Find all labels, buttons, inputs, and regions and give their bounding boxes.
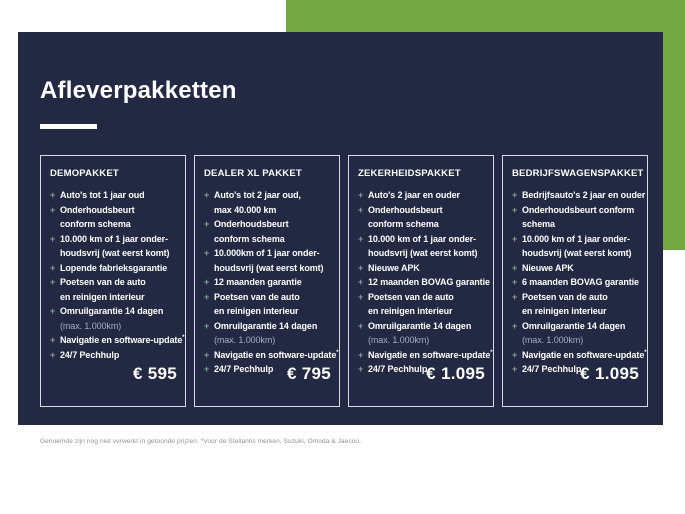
feature-line: (max. 1.000km) bbox=[60, 320, 122, 331]
feature-text bbox=[214, 275, 334, 290]
plus-icon: + bbox=[50, 262, 56, 273]
feature-item bbox=[204, 217, 334, 246]
plus-icon: + bbox=[358, 320, 364, 331]
feature-text bbox=[214, 246, 334, 275]
feature-item bbox=[358, 261, 488, 276]
plus-icon: + bbox=[204, 349, 210, 360]
package-card bbox=[40, 155, 186, 407]
feature-text bbox=[368, 232, 488, 261]
feature-line: en reinigen interieur bbox=[60, 291, 145, 302]
feature-line: Auto's tot 2 jaar oud, bbox=[214, 190, 301, 200]
feature-text bbox=[368, 188, 488, 203]
card-price: € 1.095 bbox=[426, 364, 485, 383]
feature-text bbox=[60, 304, 180, 333]
plus-icon: + bbox=[358, 364, 364, 374]
feature-item bbox=[358, 188, 488, 203]
feature-line: Poetsen van de auto bbox=[60, 277, 146, 287]
feature-item bbox=[50, 188, 180, 203]
feature-line: Onderhoudsbeurt bbox=[214, 219, 289, 229]
feature-line: 12 maanden BOVAG garantie bbox=[368, 277, 490, 287]
feature-item bbox=[512, 290, 642, 319]
plus-icon: + bbox=[512, 233, 518, 244]
feature-line: 10.000km of 1 jaar onder- bbox=[214, 248, 320, 258]
feature-line: (max. 1.000km) bbox=[214, 335, 276, 345]
cards-row bbox=[40, 155, 648, 407]
feature-item bbox=[50, 333, 185, 348]
feature-text bbox=[368, 275, 488, 290]
package-card bbox=[194, 155, 340, 407]
feature-line: Poetsen van de auto bbox=[522, 291, 608, 302]
card-price: € 795 bbox=[286, 364, 331, 383]
plus-icon: + bbox=[358, 190, 364, 200]
feature-line: 10.000 km of 1 jaar onder- bbox=[522, 233, 630, 244]
plus-icon: + bbox=[358, 277, 364, 287]
feature-line: Bedrijfsauto's 2 jaar en ouder bbox=[522, 190, 646, 200]
feature-item bbox=[204, 290, 334, 319]
feature-line: Poetsen van de auto bbox=[214, 291, 300, 302]
feature-item bbox=[358, 348, 493, 363]
feature-text bbox=[368, 319, 488, 348]
feature-item bbox=[512, 261, 642, 276]
feature-line: 24/7 Pechhulp bbox=[368, 364, 428, 374]
feature-line: 24/7 Pechhulp bbox=[522, 364, 582, 374]
feature-item bbox=[512, 188, 646, 203]
plus-icon: + bbox=[358, 262, 364, 273]
plus-icon: + bbox=[512, 277, 518, 287]
card-feature-list bbox=[512, 188, 647, 377]
card-title: BEDRIJFSWAGENSPAKKET bbox=[512, 168, 644, 179]
feature-line: 6 maanden BOVAG garantie bbox=[522, 277, 639, 287]
feature-line: Poetsen van de auto bbox=[368, 291, 454, 302]
feature-item bbox=[50, 275, 180, 304]
feature-line: Onderhoudsbeurt bbox=[60, 204, 135, 215]
feature-text bbox=[522, 232, 642, 261]
feature-item bbox=[50, 304, 180, 333]
plus-icon: + bbox=[204, 219, 210, 229]
feature-line: Omruilgarantie 14 dagen bbox=[60, 306, 164, 316]
feature-text bbox=[368, 348, 493, 363]
feature-line: houdsvrij (wat eerst komt) bbox=[60, 248, 170, 258]
feature-line: Onderhoudsbeurt bbox=[368, 204, 443, 215]
package-card bbox=[348, 155, 494, 407]
feature-line: Auto's tot 1 jaar oud bbox=[60, 190, 145, 200]
feature-item bbox=[50, 232, 180, 261]
feature-line: en reinigen interieur bbox=[368, 306, 453, 316]
plus-icon: + bbox=[50, 306, 56, 316]
card-feature-list bbox=[50, 188, 185, 362]
feature-text bbox=[522, 203, 642, 232]
feature-text bbox=[60, 333, 185, 348]
plus-icon: + bbox=[204, 291, 210, 302]
feature-line: max 40.000 km bbox=[214, 204, 277, 215]
feature-line: 10.000 km of 1 jaar onder- bbox=[368, 233, 476, 244]
feature-text bbox=[522, 319, 642, 348]
plus-icon: + bbox=[204, 277, 210, 287]
feature-item bbox=[50, 348, 180, 363]
feature-item bbox=[512, 319, 642, 348]
feature-text bbox=[522, 275, 642, 290]
feature-line: houdsvrij (wat eerst komt) bbox=[214, 262, 324, 273]
feature-text bbox=[60, 275, 180, 304]
feature-text bbox=[60, 261, 180, 276]
feature-text bbox=[368, 203, 488, 232]
feature-item bbox=[512, 348, 647, 363]
plus-icon: + bbox=[50, 349, 56, 360]
feature-item bbox=[512, 275, 642, 290]
feature-line: (max. 1.000km) bbox=[522, 335, 584, 345]
card-price: € 1.095 bbox=[580, 364, 639, 383]
feature-text bbox=[214, 348, 339, 363]
feature-line: 12 maanden garantie bbox=[214, 277, 302, 287]
feature-line: Auto's 2 jaar en ouder bbox=[368, 190, 460, 200]
card-title: ZEKERHEIDSPAKKET bbox=[358, 168, 461, 179]
plus-icon: + bbox=[512, 291, 518, 302]
feature-line: Navigatie en software-update* bbox=[214, 349, 339, 360]
feature-item bbox=[512, 203, 642, 232]
feature-line: Nieuwe APK bbox=[522, 262, 574, 273]
feature-item bbox=[204, 319, 334, 348]
plus-icon: + bbox=[204, 248, 210, 258]
feature-line: Navigatie en software-update* bbox=[368, 349, 493, 360]
feature-line: 10.000 km of 1 jaar onder- bbox=[60, 233, 168, 244]
feature-line: Lopende fabrieksgarantie bbox=[60, 262, 168, 273]
feature-line: Navigatie en software-update* bbox=[60, 335, 185, 345]
feature-line: conform schema bbox=[214, 233, 285, 244]
card-title: DEALER XL PAKKET bbox=[204, 168, 302, 179]
plus-icon: + bbox=[50, 233, 56, 244]
plus-icon: + bbox=[50, 190, 56, 200]
card-price: € 595 bbox=[132, 364, 177, 383]
feature-line: en reinigen interieur bbox=[214, 306, 299, 316]
card-feature-list bbox=[204, 188, 339, 377]
card-title: DEMOPAKKET bbox=[50, 168, 119, 179]
feature-line: Omruilgarantie 14 dagen bbox=[522, 320, 626, 331]
feature-text bbox=[368, 261, 488, 276]
feature-line: Navigatie en software-update* bbox=[522, 349, 647, 360]
feature-item bbox=[204, 246, 334, 275]
footnote: Genoemde zijn nog niet verwerkt in getoonde prijzen. *Voor de Stellantis merken, Suzuki, Omoda & Jaecoo. bbox=[40, 438, 362, 445]
feature-line: schema bbox=[522, 219, 555, 229]
plus-icon: + bbox=[50, 204, 56, 215]
feature-line: conform schema bbox=[368, 219, 439, 229]
feature-text bbox=[214, 217, 334, 246]
feature-item bbox=[358, 232, 488, 261]
plus-icon: + bbox=[358, 233, 364, 244]
plus-icon: + bbox=[358, 291, 364, 302]
feature-text bbox=[60, 232, 180, 261]
feature-line: Omruilgarantie 14 dagen bbox=[368, 320, 472, 331]
plus-icon: + bbox=[358, 349, 364, 360]
plus-icon: + bbox=[358, 204, 364, 215]
plus-icon: + bbox=[512, 320, 518, 331]
feature-line: Nieuwe APK bbox=[368, 262, 420, 273]
plus-icon: + bbox=[50, 335, 56, 345]
feature-text bbox=[60, 188, 180, 203]
feature-line: Onderhoudsbeurt conform bbox=[522, 204, 635, 215]
feature-text bbox=[214, 319, 334, 348]
content-panel bbox=[18, 32, 663, 425]
feature-item bbox=[50, 203, 180, 232]
feature-text bbox=[60, 348, 180, 363]
feature-text bbox=[522, 290, 642, 319]
package-card bbox=[502, 155, 648, 407]
plus-icon: + bbox=[512, 190, 518, 200]
plus-icon: + bbox=[50, 277, 56, 287]
feature-item bbox=[358, 319, 488, 348]
feature-text bbox=[522, 348, 647, 363]
feature-line: Omruilgarantie 14 dagen bbox=[214, 320, 318, 331]
feature-item bbox=[50, 261, 180, 276]
page-title: Afleverpakketten bbox=[40, 77, 237, 104]
plus-icon: + bbox=[204, 320, 210, 331]
plus-icon: + bbox=[512, 204, 518, 215]
feature-item bbox=[512, 232, 642, 261]
plus-icon: + bbox=[204, 190, 210, 200]
feature-line: houdsvrij (wat eerst komt) bbox=[368, 248, 478, 258]
feature-text bbox=[522, 188, 646, 203]
feature-text bbox=[214, 188, 334, 217]
feature-line: (max. 1.000km) bbox=[368, 335, 430, 345]
feature-text bbox=[60, 203, 180, 232]
feature-item bbox=[204, 275, 334, 290]
feature-line: conform schema bbox=[60, 219, 131, 229]
feature-text bbox=[368, 290, 488, 319]
plus-icon: + bbox=[204, 364, 210, 374]
feature-text bbox=[214, 290, 334, 319]
feature-item bbox=[358, 290, 488, 319]
feature-line: 24/7 Pechhulp bbox=[214, 364, 274, 374]
title-underline bbox=[40, 124, 97, 129]
plus-icon: + bbox=[512, 349, 518, 360]
feature-item bbox=[358, 275, 488, 290]
feature-item bbox=[358, 203, 488, 232]
feature-line: houdsvrij (wat eerst komt) bbox=[522, 248, 632, 258]
feature-line: 24/7 Pechhulp bbox=[60, 349, 120, 360]
plus-icon: + bbox=[512, 364, 518, 374]
feature-item bbox=[204, 348, 339, 363]
plus-icon: + bbox=[512, 262, 518, 273]
feature-item bbox=[204, 188, 334, 217]
feature-text bbox=[522, 261, 642, 276]
feature-line: en reinigen interieur bbox=[522, 306, 607, 316]
card-feature-list bbox=[358, 188, 493, 377]
